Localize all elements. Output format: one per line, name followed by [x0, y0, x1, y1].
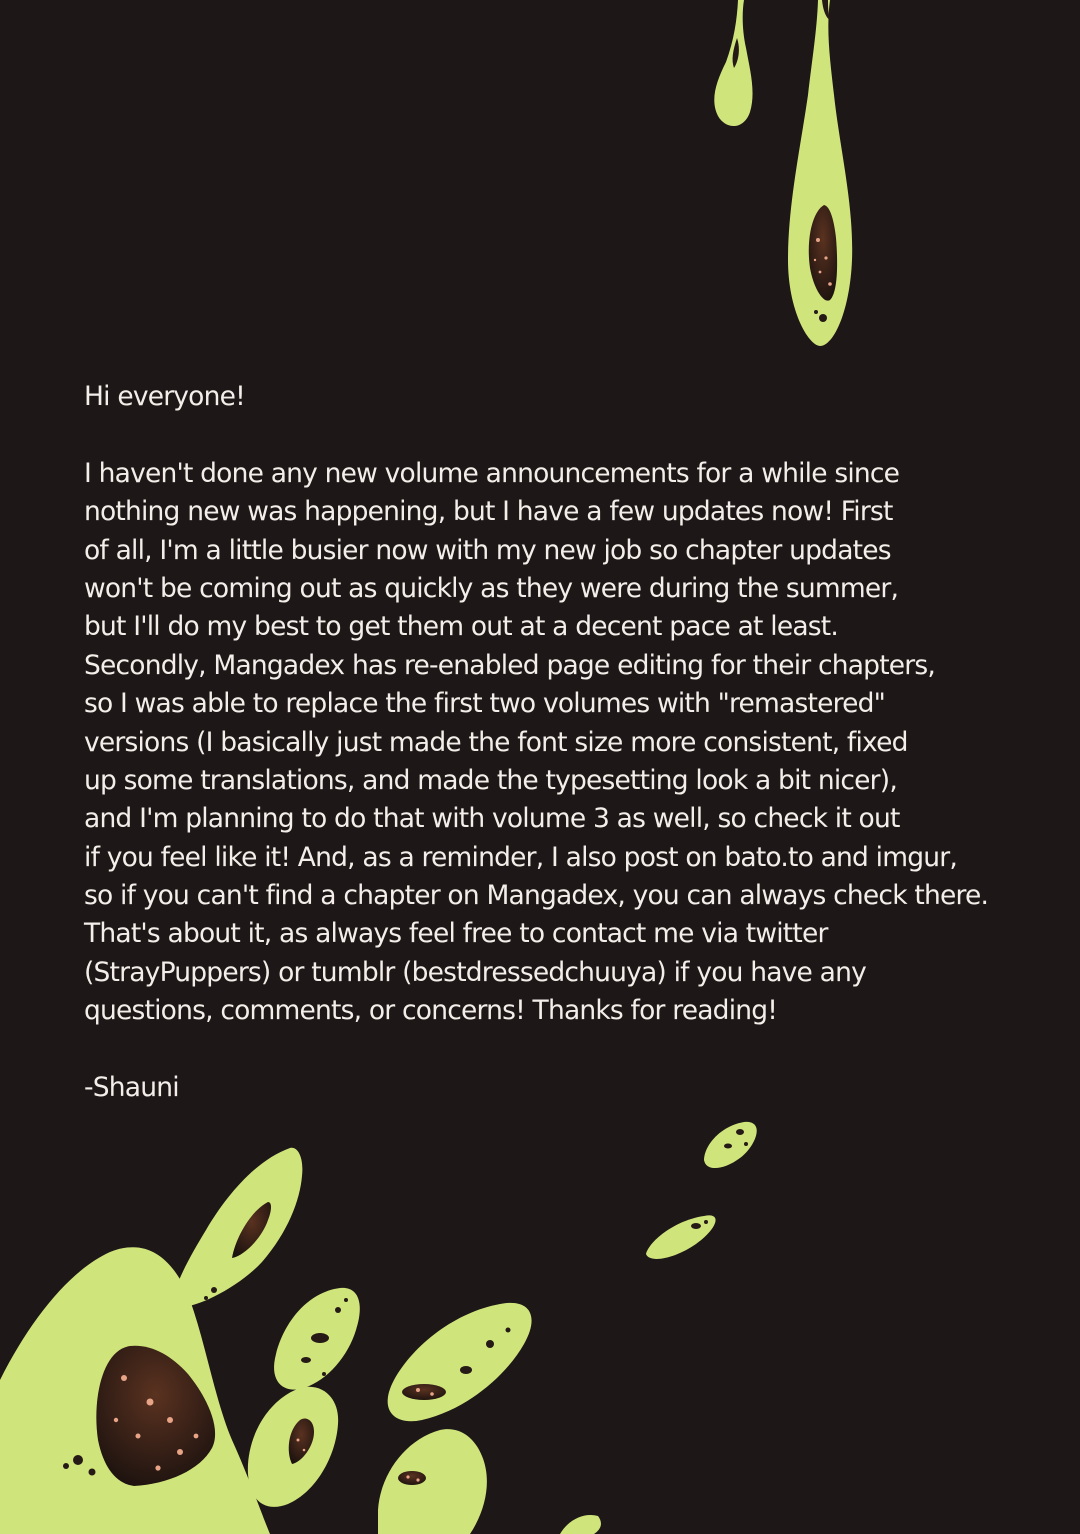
body-line: and I'm planning to do that with volume 3 as well, so check it out	[84, 803, 900, 835]
drip-small-icon	[714, 0, 752, 126]
signature: -Shauni	[84, 1072, 179, 1104]
paragraph-gap	[84, 1031, 1044, 1069]
body-line: Secondly, Mangadex has re-enabled page editing for their chapters,	[84, 649, 936, 681]
body-line: if you feel like it! And, as a reminder, I also post on bato.to and imgur,	[84, 841, 957, 873]
announcement-note	[84, 378, 1044, 1107]
body-line: won't be coming out as quickly as they were during the summer,	[84, 572, 899, 604]
slime-droplet-a-icon	[704, 1122, 757, 1168]
greeting: Hi everyone!	[84, 381, 245, 412]
paragraph-gap	[84, 416, 1044, 454]
slime-blob-lower-icon	[248, 1387, 338, 1507]
slime-droplet-b-icon	[646, 1215, 716, 1259]
body-line: That's about it, as always feel free to contact me via twitter	[84, 918, 828, 950]
body-line: so I was able to replace the first two volumes with "remastered"	[84, 688, 885, 720]
slime-blob-bottom-icon	[378, 1429, 601, 1534]
body-line: nothing new was happening, but I have a few updates now! First	[84, 496, 893, 528]
body-line: but I'll do my best to get them out at a decent pace at least.	[84, 611, 838, 643]
drip-large-icon	[788, 0, 852, 346]
body-line: questions, comments, or concerns! Thanks for reading!	[84, 995, 778, 1027]
slime-blob-holes-icon	[274, 1288, 360, 1390]
body-line: (StrayPuppers) or tumblr (bestdressedchuuya) if you have any	[84, 956, 866, 988]
body-line: I haven't done any new volume announcements for a while since	[84, 457, 900, 489]
body-line: of all, I'm a little busier now with my new job so chapter updates	[84, 534, 891, 566]
body-line: versions (I basically just made the font size more consistent, fixed	[84, 726, 908, 758]
body-line: up some translations, and made the typesetting look a bit nicer),	[84, 764, 897, 796]
slime-blob-right-icon	[388, 1303, 532, 1421]
body-line: so if you can't find a chapter on Mangadex, you can always check there.	[84, 880, 989, 912]
